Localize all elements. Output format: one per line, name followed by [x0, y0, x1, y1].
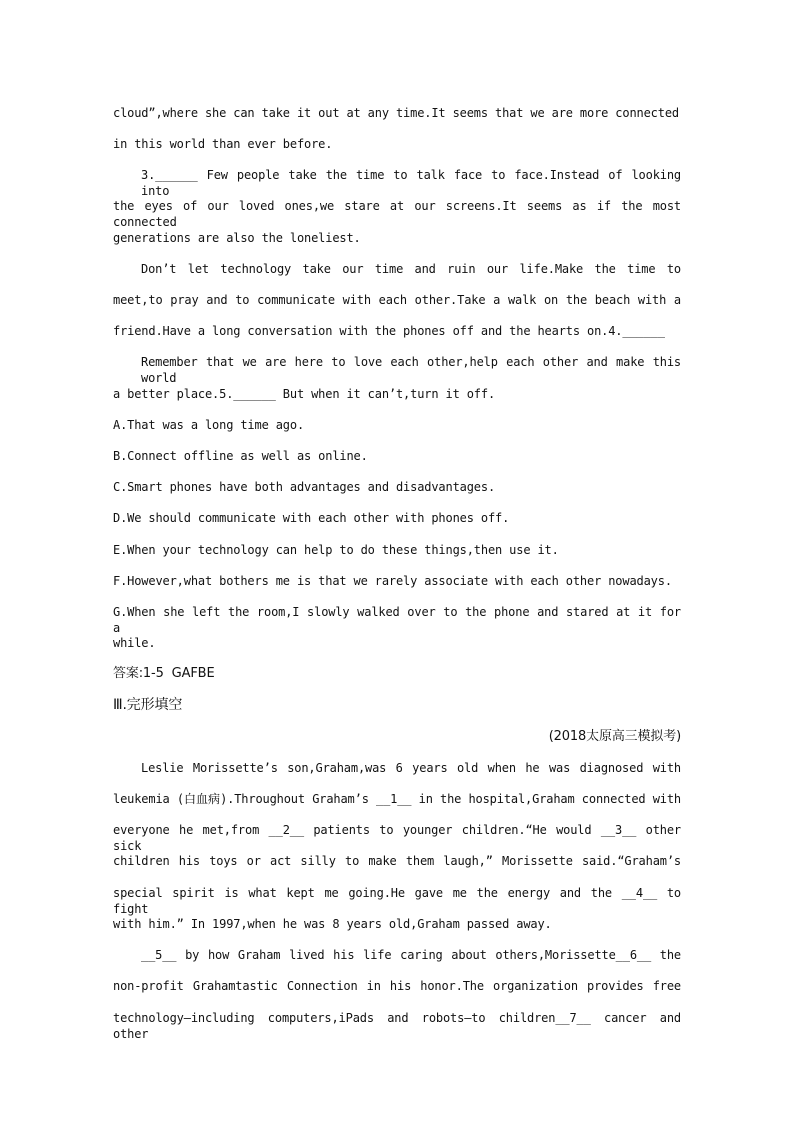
- cloze-line: children his toys or act silly to make them laugh,” Morissette said.“Graham’s: [113, 854, 681, 868]
- text-line: Don’t let technology take our time and ruin our life.Make the time to: [141, 262, 681, 276]
- cloze-line: technology—including computers,iPads and robots—to children__7__ cancer and other: [113, 1011, 681, 1041]
- cloze-line: non-profit Grahamtastic Connection in his honor.The organization provides free: [113, 979, 681, 993]
- cloze-line: special spirit is what kept me going.He gave me the energy and the __4__ to fight: [113, 886, 681, 916]
- text-line: meet,to pray and to communicate with each other.Take a walk on the beach with a: [113, 293, 681, 307]
- text-line: generations are also the loneliest.: [113, 231, 361, 245]
- cloze-line: with him.” In 1997,when he was 8 years old,Graham passed away.: [113, 917, 552, 931]
- answer-key: 答案:1-5 GAFBE: [113, 666, 215, 681]
- cloze-line: everyone he met,from __2__ patients to younger children.“He would __3__ other sick: [113, 823, 681, 853]
- option-c: C.Smart phones have both advantages and disadvantages.: [113, 480, 496, 494]
- text-line: cloud”,where she can take it out at any time.It seems that we are more connected: [113, 106, 679, 120]
- option-b: B.Connect offline as well as online.: [113, 449, 368, 463]
- question-3-line: 3.______ Few people take the time to talk face to face.Instead of looking into: [141, 168, 681, 198]
- option-d: D.We should communicate with each other with phones off.: [113, 511, 510, 525]
- text-line: while.: [113, 636, 156, 650]
- cloze-line: __5__ by how Graham lived his life caring about others,Morissette__6__ the: [141, 948, 681, 962]
- question-4-line: friend.Have a long conversation with the phones off and the hearts on.4.______: [113, 324, 665, 338]
- text-line: the eyes of our loved ones,we stare at our screens.It seems as if the most connected: [113, 199, 681, 229]
- option-e: E.When your technology can help to do these things,then use it.: [113, 543, 559, 557]
- cloze-line: leukemia (白血病).Throughout Graham’s __1__ in the hospital,Graham connected with: [113, 792, 681, 806]
- option-a: A.That was a long time ago.: [113, 418, 305, 432]
- option-g: G.When she left the room,I slowly walked over to the phone and stared at it for a: [113, 605, 681, 635]
- text-line: in this world than ever before.: [113, 137, 333, 151]
- section-heading: Ⅲ.完形填空: [113, 697, 183, 713]
- option-f: F.However,what bothers me is that we rarely associate with each other nowadays.: [113, 574, 672, 588]
- text-line: Remember that we are here to love each other,help each other and make this world: [141, 355, 681, 385]
- source-note: (2018太原高三模拟考): [548, 729, 681, 744]
- question-5-line: a better place.5.______ But when it can’t,turn it off.: [113, 387, 496, 401]
- cloze-line: Leslie Morissette’s son,Graham,was 6 years old when he was diagnosed with: [141, 761, 681, 775]
